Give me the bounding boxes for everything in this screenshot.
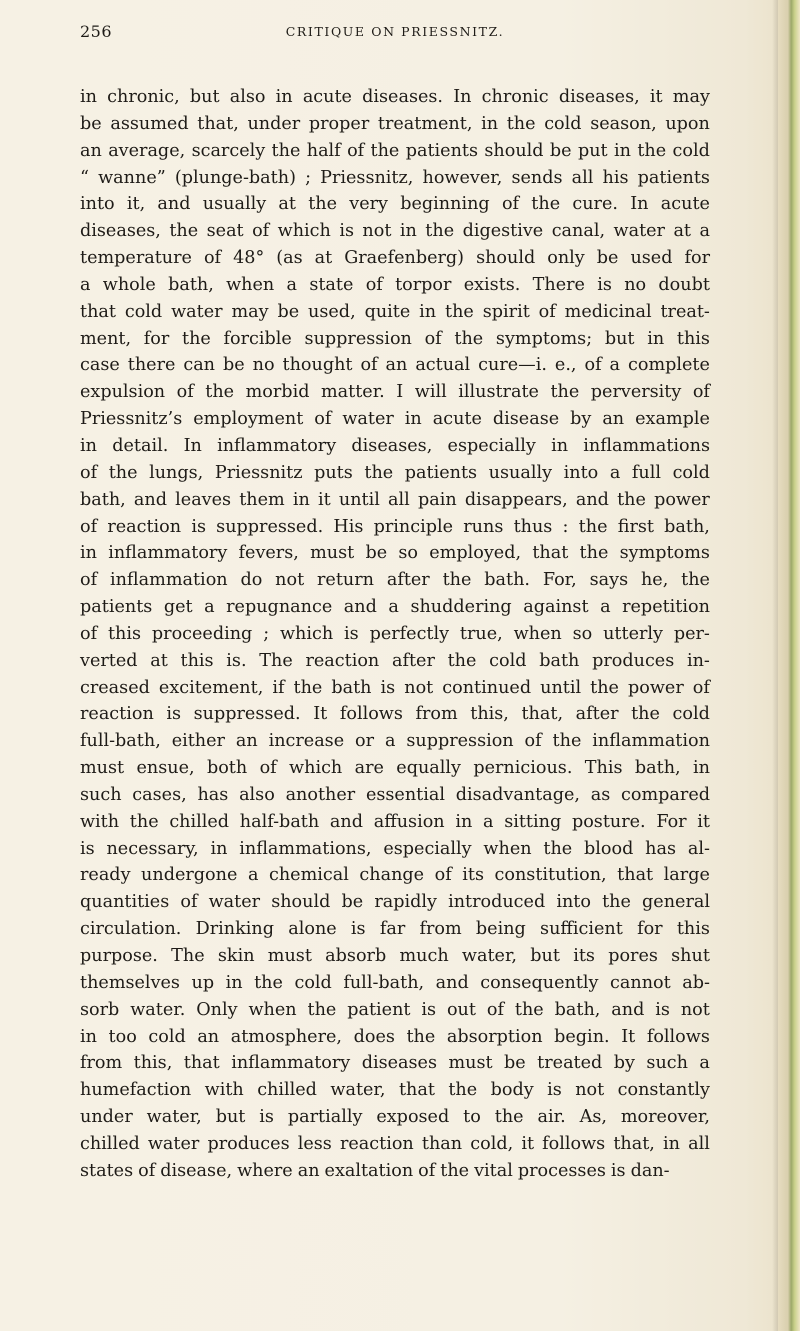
- text-line: reaction is suppressed. It follows from this, that, after the cold: [80, 704, 710, 725]
- text-line: purpose. The skin must absorb much water, but its pores shut: [80, 946, 710, 966]
- text-line: patients get a repugnance and a shuddering against a repetition: [80, 597, 710, 618]
- text-line: a whole bath, when a state of torpor exists. There is no doubt: [80, 274, 710, 295]
- text-line: bath, and leaves them in it until all pain disappears, and the power: [80, 489, 710, 510]
- text-line: from this, that inflammatory diseases must be treated by such a: [80, 1053, 710, 1074]
- text-line: chilled water produces less reaction than cold, it follows that, in all: [80, 1133, 710, 1154]
- text-line: themselves up in the cold full-bath, and consequently cannot ab-: [80, 972, 710, 993]
- text-line: full-bath, either an increase or a suppression of the inflammation: [80, 731, 710, 752]
- text-line: case there can be no thought of an actual cure—i. e., of a complete: [80, 355, 710, 376]
- running-title: CRITIQUE ON PRIESSNITZ.: [285, 24, 505, 39]
- text-line: humefaction with chilled water, that the body is not constantly: [80, 1080, 710, 1101]
- text-line: of reaction is suppressed. His principle runs thus : the first bath,: [80, 516, 710, 537]
- text-line: verted at this is. The reaction after the cold bath produces in-: [80, 650, 710, 671]
- text-line: expulsion of the morbid matter. I will illustrate the perversity of: [80, 382, 710, 403]
- text-line: that cold water may be used, quite in the spirit of medicinal treat-: [80, 301, 710, 322]
- text-line: in too cold an atmosphere, does the absorption begin. It follows: [80, 1026, 710, 1047]
- text-line: diseases, the seat of which is not in the digestive canal, water at a: [80, 221, 710, 242]
- text-line: in chronic, but also in acute diseases. In chronic diseases, it may: [80, 87, 710, 107]
- text-line: in detail. In inflammatory diseases, especially in inflammations: [80, 435, 710, 456]
- text-line: of inflammation do not return after the bath. For, says he, the: [80, 570, 710, 591]
- text-line: in inflammatory fevers, must be so employed, that the symptoms: [80, 543, 710, 564]
- text-line: circulation. Drinking alone is far from being sufficient for this: [80, 919, 710, 940]
- text-line: creased excitement, if the bath is not continued until the power of: [80, 677, 710, 698]
- text-line: of this proceeding ; which is perfectly true, when so utterly per-: [80, 623, 710, 644]
- body-text: [80, 84, 710, 1185]
- text-line: is necessary, in inflammations, especially when the blood has al-: [80, 838, 710, 859]
- text-line: such cases, has also another essential disadvantage, as compared: [80, 784, 710, 805]
- text-line: temperature of 48° (as at Graefenberg) should only be used for: [80, 248, 710, 269]
- page-edge: [778, 0, 800, 1331]
- text-line: ready undergone a chemical change of its constitution, that large: [80, 865, 710, 886]
- text-line: states of disease, where an exaltation of the vital processes is dan-: [80, 1160, 670, 1181]
- page-number: 256: [80, 22, 113, 41]
- text-line: Priessnitz’s employment of water in acute disease by an example: [80, 409, 710, 430]
- text-line: ment, for the forcible suppression of the symptoms; but in this: [80, 328, 710, 349]
- text-line: quantities of water should be rapidly introduced into the general: [80, 892, 710, 913]
- text-line: be assumed that, under proper treatment, in the cold season, upon: [80, 113, 710, 134]
- text-line: of the lungs, Priessnitz puts the patients usually into a full cold: [80, 462, 710, 483]
- page-header: [80, 22, 710, 46]
- text-line: “ wanne” (plunge-bath) ; Priessnitz, however, sends all his patients: [80, 167, 710, 188]
- text-line: sorb water. Only when the patient is out of the bath, and is not: [80, 999, 710, 1020]
- text-line: an average, scarcely the half of the patients should be put in the cold: [80, 140, 710, 161]
- text-line: under water, but is partially exposed to the air. As, moreover,: [80, 1107, 710, 1128]
- text-line: into it, and usually at the very beginning of the cure. In acute: [80, 194, 710, 215]
- text-line: must ensue, both of which are equally pernicious. This bath, in: [80, 758, 710, 779]
- text-line: with the chilled half-bath and affusion in a sitting posture. For it: [80, 811, 710, 832]
